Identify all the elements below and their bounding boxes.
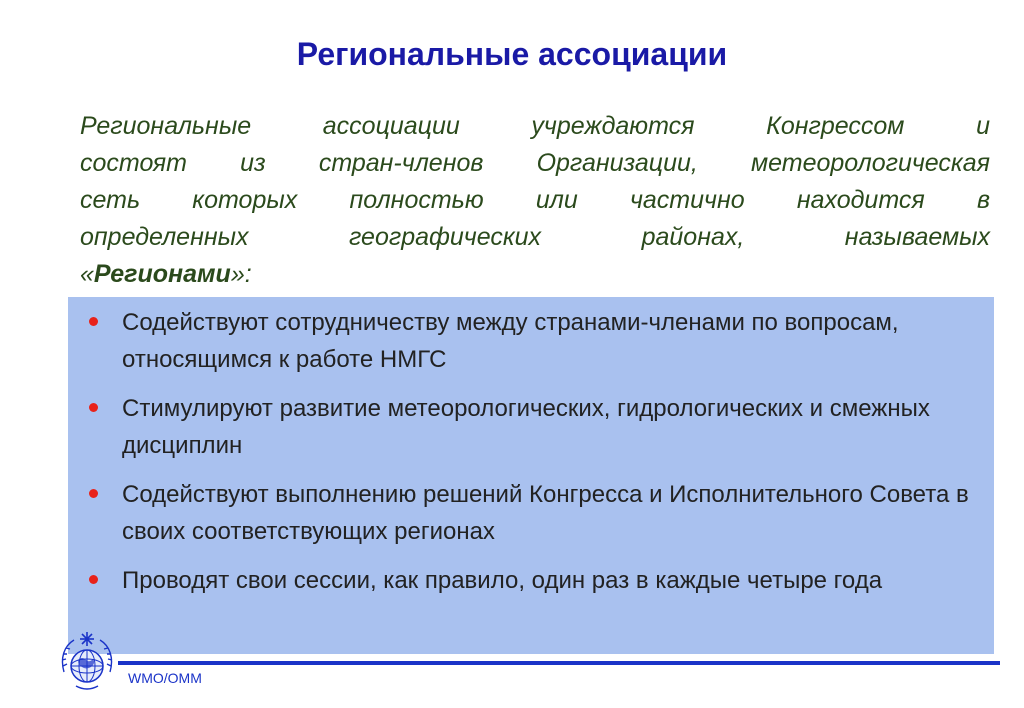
bullet-dot-icon [89,575,98,584]
footer-divider [118,661,1000,665]
slide-title: Региональные ассоциации [296,36,728,72]
functions-panel [68,297,994,654]
bullet-text: Содействуют сотрудничеству между странами-членами по вопросам, относящимся к работе НМГС [122,309,899,373]
bullet-text: Содействуют выполнению решений Конгресса и Исполнительного Совета в своих соответствующих регионах [122,481,969,545]
intro-line: состоят из стран-членов Организации, метеорологическая [80,149,990,177]
bullet-dot-icon [89,317,98,326]
footer-label: WMO/OMM [128,670,202,686]
bullet-item [80,304,980,378]
bullet-text: Проводят свои сессии, как правило, один раз в каждые четыре года [122,567,883,594]
intro-line: определенных географических районах, называемых [80,223,990,251]
intro-line: Региональные ассоциации учреждаются Конгрессом и [80,112,990,140]
bullet-item [80,476,980,550]
bullet-list [80,304,980,611]
bullet-dot-icon [89,489,98,498]
bullet-dot-icon [89,403,98,412]
quote-close: »: [230,260,252,288]
intro-line: сеть которых полностью или частично находится в [80,186,990,214]
wmo-emblem-icon [54,628,120,694]
intro-paragraph [80,108,990,293]
bullet-item [80,390,980,464]
bullet-item [80,562,980,599]
intro-line-last [80,256,990,293]
regions-term: Регионами [93,260,231,288]
quote-open: « [80,260,94,288]
bullet-text: Стимулируют развитие метеорологических, гидрологических и смежных дисциплин [122,395,930,459]
